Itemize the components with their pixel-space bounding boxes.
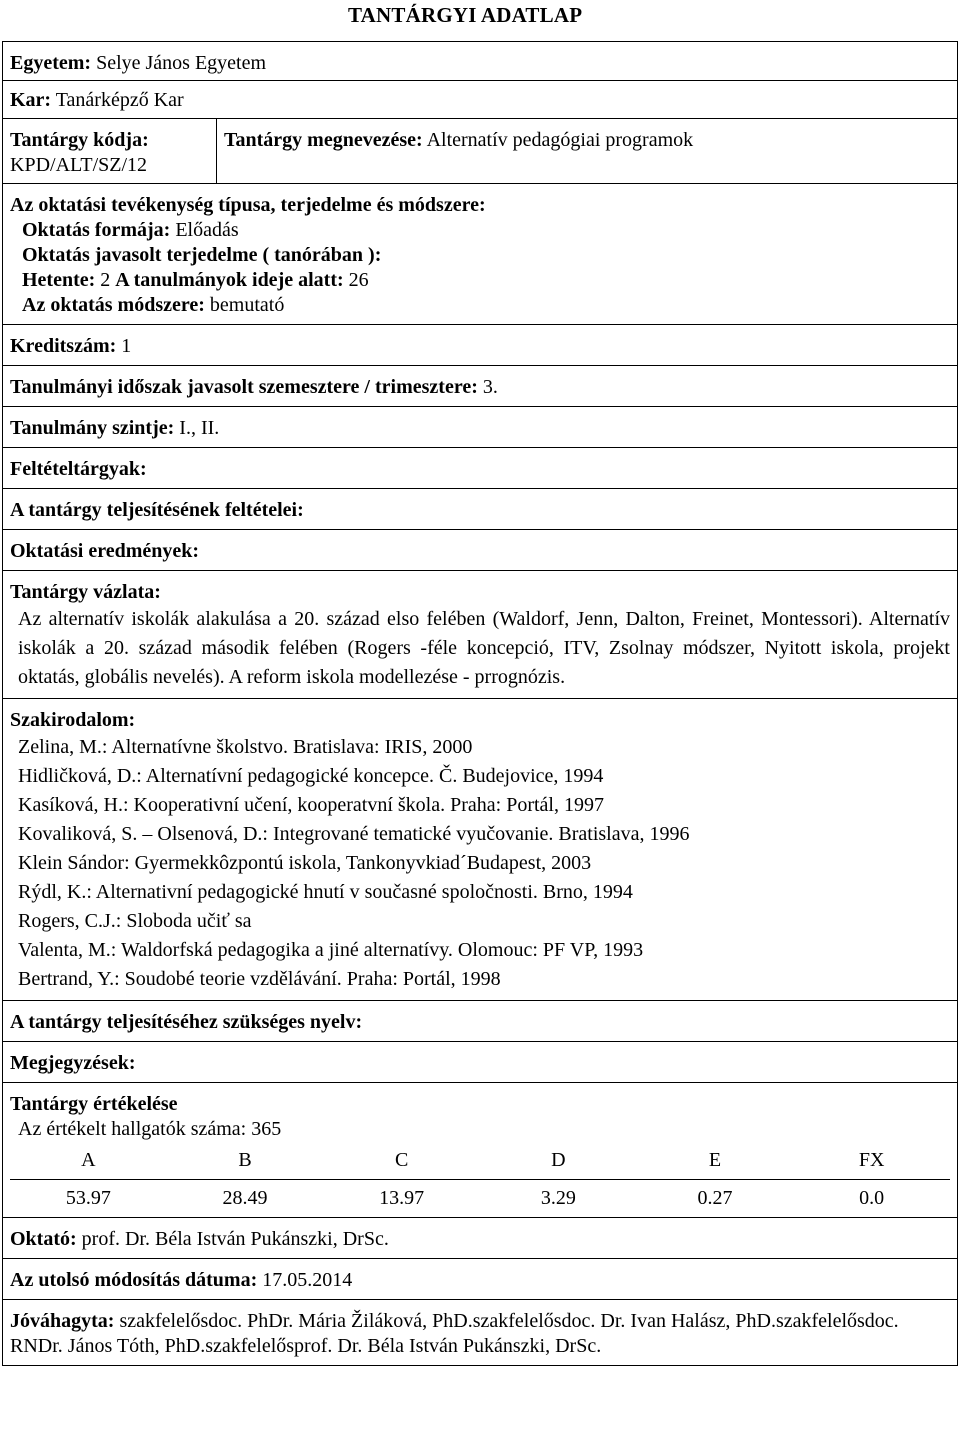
approved-label: Jóváhagyta: [10,1310,115,1332]
outcomes-label: Oktatási eredmények: [10,540,200,562]
language-row [3,1000,957,1041]
evaluation-count: Az értékelt hallgatók száma: 365 [18,1118,282,1140]
university-label: Egyetem: [10,52,92,74]
last-modified-label: Az utolsó módosítás dátuma: [10,1269,258,1291]
evaluation-label: Tantárgy értékelése [10,1093,178,1115]
notes-row [3,1041,957,1082]
grade-header: D [551,1149,566,1171]
approved-value: szakfelelősdoc. PhDr. Mária Žiláková, PhD.szakfelelősdoc. Dr. Ivan Halász, PhD.szakfelelősdoc. RNDr. János Tóth, PhD.szakfelelősprof. Dr. Béla István Pukánszki, DrSc. [10,1310,899,1357]
literature-item: Kovaliková, S. – Olsenová, D.: Integrované tematické vyučovanie. Bratislava, 1996 [18,823,690,845]
teaching-heading: Az oktatási tevékenység típusa, terjedelme és módszere: [10,194,486,216]
teaching-scope-label: Oktatás javasolt terjedelme ( tanórában ): [22,244,382,266]
teaching-form-label: Oktatás formája: [22,219,171,241]
grade-table [10,1148,950,1211]
outcomes-row [3,529,957,570]
grade-percentage: 53.97 [65,1187,111,1209]
course-datasheet [2,41,958,1366]
grade-percentage: 28.49 [222,1187,268,1209]
grade-header: C [394,1149,409,1171]
grade-header: A [81,1149,96,1171]
total-value: 26 [348,269,369,291]
level-label: Tanulmány szintje: [10,417,175,439]
evaluation-row [3,1082,957,1217]
outline-label: Tantárgy vázlata: [10,581,161,603]
grade-percentage: 13.97 [379,1187,425,1209]
literature-list [10,733,950,994]
faculty-value: Tanárképző Kar [55,89,184,111]
university-row [3,42,957,80]
grade-header: E [708,1149,722,1171]
last-modified-row [3,1258,957,1299]
literature-item: Bertrand, Y.: Soudobé teorie vzdělávání. Praha: Portál, 1998 [18,968,501,990]
teaching-form-value: Előadás [175,219,239,241]
language-label: A tantárgy teljesítéséhez szükséges nyelv: [10,1011,363,1033]
course-name-cell [217,119,700,183]
completion-label: A tantárgy teljesítésének feltételei: [10,499,304,521]
literature-item: Hidličková, D.: Alternatívní pedagogické koncepce. Č. Budejovice, 1994 [18,765,604,787]
grade-percentage: 0.0 [859,1187,885,1209]
instructor-row [3,1217,957,1258]
literature-item: Kasíková, H.: Kooperativní učení, kooperatvní škola. Praha: Portál, 1997 [18,794,604,816]
total-label: A tanulmányok ideje alatt: [115,269,344,291]
prerequisites-label: Feltételtárgyak: [10,458,147,480]
course-code-label: Tantárgy kódja: [10,129,149,151]
instructor-value: prof. Dr. Béla István Pukánszki, DrSc. [81,1228,389,1250]
course-name-label: Tantárgy megnevezése: [224,129,423,151]
weekly-label: Hetente: [22,269,96,291]
grade-percentage: 3.29 [540,1187,576,1209]
literature-item: Rogers, C.J.: Sloboda učiť sa [18,910,252,932]
method-value: bemutató [209,294,285,316]
grade-percentage: 0.27 [697,1187,733,1209]
outline-text: Az alternatív iskolák alakulása a 20. század elso felében (Waldorf, Jenn, Dalton, Freinet, Montessori). Alternatív iskolák a 20. század második felében (Rogers -féle koncepció, ITV, Zsolnay módszer, Nyitott iskola, projekt oktatás, globális nevelés). A reform iskola modellezése - prrognózis. [18,608,950,688]
literature-item: Rýdl, K.: Alternativní pedagogické hnutí v současné spoločnosti. Brno, 1994 [18,881,633,903]
method-label: Az oktatás módszere: [22,294,205,316]
weekly-value: 2 [100,269,111,291]
course-id-row [3,118,957,183]
level-row [3,406,957,447]
literature-item: Zelina, M.: Alternatívne školstvo. Bratislava: IRIS, 2000 [18,736,473,758]
literature-item: Klein Sándor: Gyermekkôzpontú iskola, Tankonyvkiad´Budapest, 2003 [18,852,592,874]
notes-label: Megjegyzések: [10,1052,136,1074]
level-value: I., II. [179,417,220,439]
grade-header: B [238,1149,252,1171]
credits-value: 1 [121,335,132,357]
instructor-label: Oktató: [10,1228,77,1250]
course-code-cell [3,119,217,183]
completion-row [3,488,957,529]
grade-header: FX [858,1149,885,1171]
approved-row [3,1299,957,1365]
university-value: Selye János Egyetem [96,52,267,74]
course-name-value: Alternatív pedagógiai programok [426,129,694,151]
prerequisites-row [3,447,957,488]
teaching-row [3,183,957,324]
semester-row [3,365,957,406]
literature-row [3,698,957,1000]
credits-row [3,324,957,365]
faculty-row [3,80,957,118]
grade-divider [10,1179,950,1180]
credits-label: Kreditszám: [10,335,117,357]
semester-label: Tanulmányi időszak javasolt szemesztere / trimesztere: [10,376,478,398]
last-modified-value: 17.05.2014 [262,1269,353,1291]
document-title: TANTÁRGYI ADATLAP [348,3,583,27]
faculty-label: Kar: [10,89,52,111]
teaching-details [10,218,950,318]
outline-row [3,570,957,698]
semester-value: 3. [482,376,498,398]
literature-item: Valenta, M.: Waldorfská pedagogika a jiné alternatívy. Olomouc: PF VP, 1993 [18,939,644,961]
course-code-value: KPD/ALT/SZ/12 [10,154,148,176]
literature-label: Szakirodalom: [10,709,136,731]
